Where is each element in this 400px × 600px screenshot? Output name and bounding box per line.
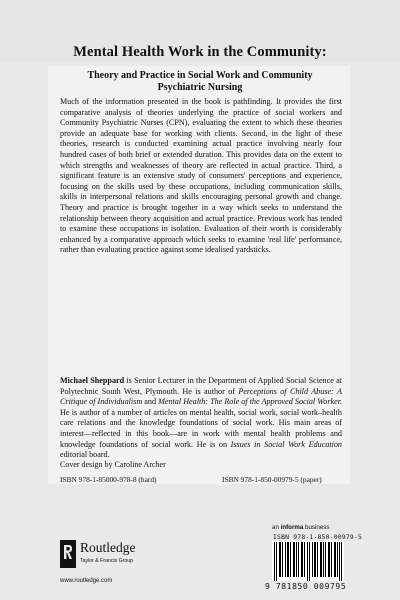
informa-brand: informa	[280, 524, 304, 531]
author-bio	[60, 376, 342, 461]
informa-prefix: an	[272, 524, 281, 531]
routledge-logo-icon	[60, 540, 76, 568]
cover-credit: Cover design by Caroline Archer	[60, 460, 166, 469]
bio-book-1: Perceptions of Child Abuse: A Critique of Individualism	[60, 386, 342, 407]
informa-business-label	[272, 524, 329, 531]
barcode-isbn: ISBN 978-1-850-00979-5	[273, 533, 363, 541]
bio-journal: Issues in Social Work Education	[230, 439, 342, 449]
book-description: Much of the information presented in the book is pathfinding. It provides the first comparative analysis of theories underlying the practice of social workers and Community Psychiatric Nurses (CPN), evaluating the extent to which these theories provide an adequate base for working with clients. Second, in the light of these theories, research is conducted examining actual practice involving nearly four hundred cases of both brief or extended duration. This provides data on the extent to which strengths and weaknesses of theory are reflected in actual practice. Third, a significant feature is an extensive study of consumers' perceptions and experience, focusing on the skills used by these occupations, including communication skills, skills in interpersonal relations and skills encouraging personal growth and change. Theory and practice is brought together in a way which seeks to understand the relationship between theory acquisition and actual practice. Previous work has tended to examine these occupations in isolation. Evaluation of their worth is considerably enhanced by a comparative approach which seeks to examine 'real life' performance, rather than evaluating practice against some idealised yardsticks.	[60, 97, 342, 255]
barcode	[272, 541, 344, 581]
informa-suffix: business	[303, 524, 330, 531]
isbn-paper: ISBN 978-1-850-00979-5 (paper)	[222, 475, 322, 484]
publisher-website: www.routledge.com	[60, 578, 113, 584]
bio-text-3: He is author of a number of articles on mental health, social work, social work–health care relations and the knowledge foundations of social work. His main areas of interest—reflected in this book—are in work with mental health problems and knowledge foundations of social work. He is on	[60, 407, 342, 449]
bio-book-2: Mental Health: The Role of the Approved Social Worker.	[158, 397, 343, 407]
author-name: Michael Sheppard	[60, 376, 125, 385]
bio-text-1: is Senior Lecturer in the Department of Applied Social Science at Polytechnic South West, Plymouth. He is author of	[60, 376, 342, 396]
publisher-group: Taylor & Francis Group	[80, 558, 134, 564]
bio-text-2: and	[142, 397, 159, 407]
book-title: Mental Health Work in the Community:	[73, 44, 327, 60]
bio-text-4: editorial board.	[60, 450, 110, 460]
publisher-name: Routledge	[80, 540, 136, 555]
barcode-number: 9 781850 009795	[265, 582, 347, 591]
isbn-hard: ISBN 978-1-85000-978-8 (hard)	[60, 475, 157, 484]
book-subtitle: Theory and Practice in Social Work and Community Psychiatric Nursing	[87, 70, 313, 93]
